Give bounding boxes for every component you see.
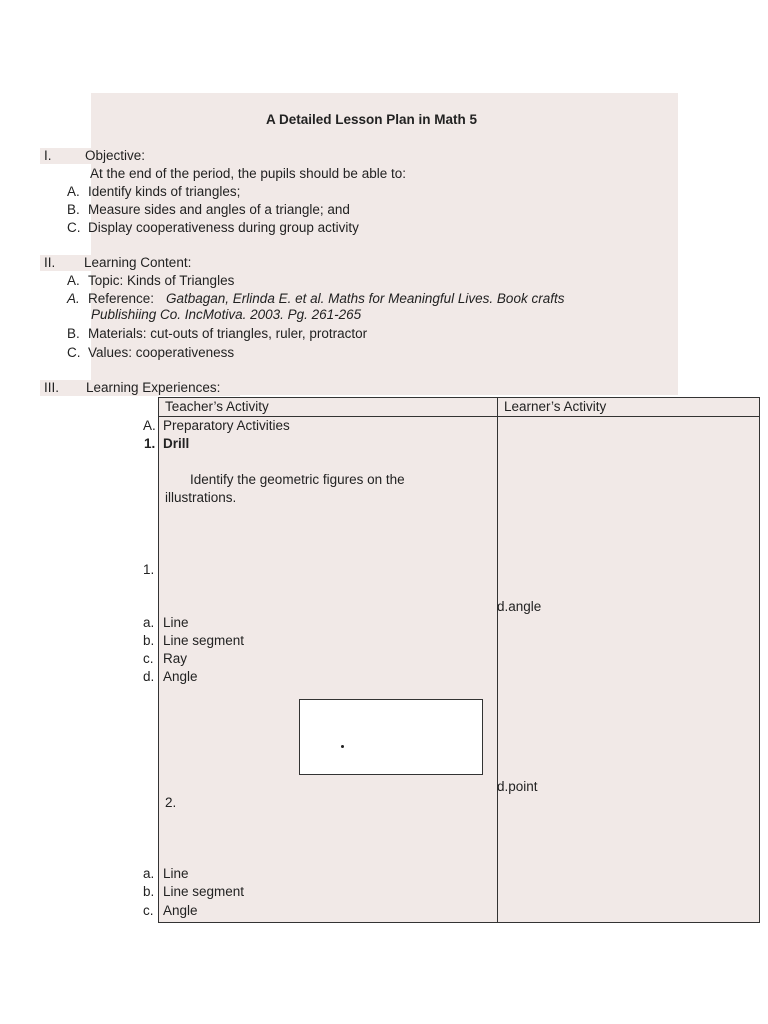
drill-instruction-line-2: illustrations.: [165, 490, 237, 505]
q1-option-b: Line segment: [163, 633, 245, 648]
q1-option-c-marker: c.: [143, 651, 154, 666]
q2-option-a: Line: [163, 866, 189, 881]
reference-line-1: Gatbagan, Erlinda E. et al. Maths for Meaningful Lives. Book crafts: [166, 291, 565, 306]
values-text: Values: cooperativeness: [88, 345, 235, 360]
learning-experiences-numeral: III.: [44, 380, 60, 395]
objective-item-b: Measure sides and angles of a triangle; and: [88, 202, 350, 217]
materials-marker: B.: [67, 326, 80, 341]
values-marker: C.: [67, 345, 81, 360]
learning-content-heading: Learning Content:: [84, 255, 192, 270]
topic-marker: A.: [67, 273, 80, 288]
learner-activity-header: Learner’s Activity: [498, 398, 760, 417]
q1-option-a-marker: a.: [143, 615, 155, 630]
point-figure: [341, 745, 344, 748]
q1-option-d-marker: d.: [143, 669, 155, 684]
answer-2: d.point: [497, 779, 538, 794]
reference-label: Reference:: [88, 291, 155, 306]
drill-marker: 1.: [144, 436, 156, 451]
q2-option-c-marker: c.: [143, 903, 154, 918]
q2-option-b-marker: b.: [143, 884, 155, 899]
objective-marker-a: A.: [67, 184, 80, 199]
question-2-number: 2.: [165, 795, 177, 810]
reference-marker: A.: [67, 291, 80, 306]
q1-option-b-marker: b.: [143, 633, 155, 648]
materials-text: Materials: cut-outs of triangles, ruler, protractor: [88, 326, 368, 341]
learning-experiences-heading: Learning Experiences:: [86, 380, 221, 395]
q2-option-a-marker: a.: [143, 866, 155, 881]
question-1-number: 1.: [143, 562, 155, 577]
objective-marker-b: B.: [67, 202, 80, 217]
objective-item-c: Display cooperativeness during group activity: [88, 220, 359, 235]
objective-intro: At the end of the period, the pupils should be able to:: [90, 166, 406, 181]
objective-item-a: Identify kinds of triangles;: [88, 184, 241, 199]
learning-content-numeral: II.: [44, 255, 56, 270]
page-title: A Detailed Lesson Plan in Math 5: [266, 112, 478, 127]
learner-activity-cell: [498, 417, 760, 923]
reference-line-2: Publishiing Co. IncMotiva. 2003. Pg. 261-265: [91, 307, 362, 322]
teacher-activity-header: Teacher’s Activity: [159, 398, 498, 417]
objective-marker-c: C.: [67, 220, 81, 235]
q2-option-b: Line segment: [163, 884, 245, 899]
prep-activities: Preparatory Activities: [163, 418, 290, 433]
q2-option-c: Angle: [163, 903, 198, 918]
objective-heading: Objective:: [85, 148, 146, 163]
drill-heading: Drill: [163, 436, 190, 451]
q1-option-c: Ray: [163, 651, 188, 666]
prep-marker: A.: [143, 418, 156, 433]
objective-numeral: I.: [44, 148, 52, 163]
q1-option-a: Line: [163, 615, 189, 630]
q1-option-d: Angle: [163, 669, 198, 684]
topic-text: Topic: Kinds of Triangles: [88, 273, 235, 288]
drill-instruction-line-1: Identify the geometric figures on the: [190, 472, 405, 487]
point-illustration-box: [299, 699, 483, 775]
answer-1: d.angle: [497, 599, 542, 614]
